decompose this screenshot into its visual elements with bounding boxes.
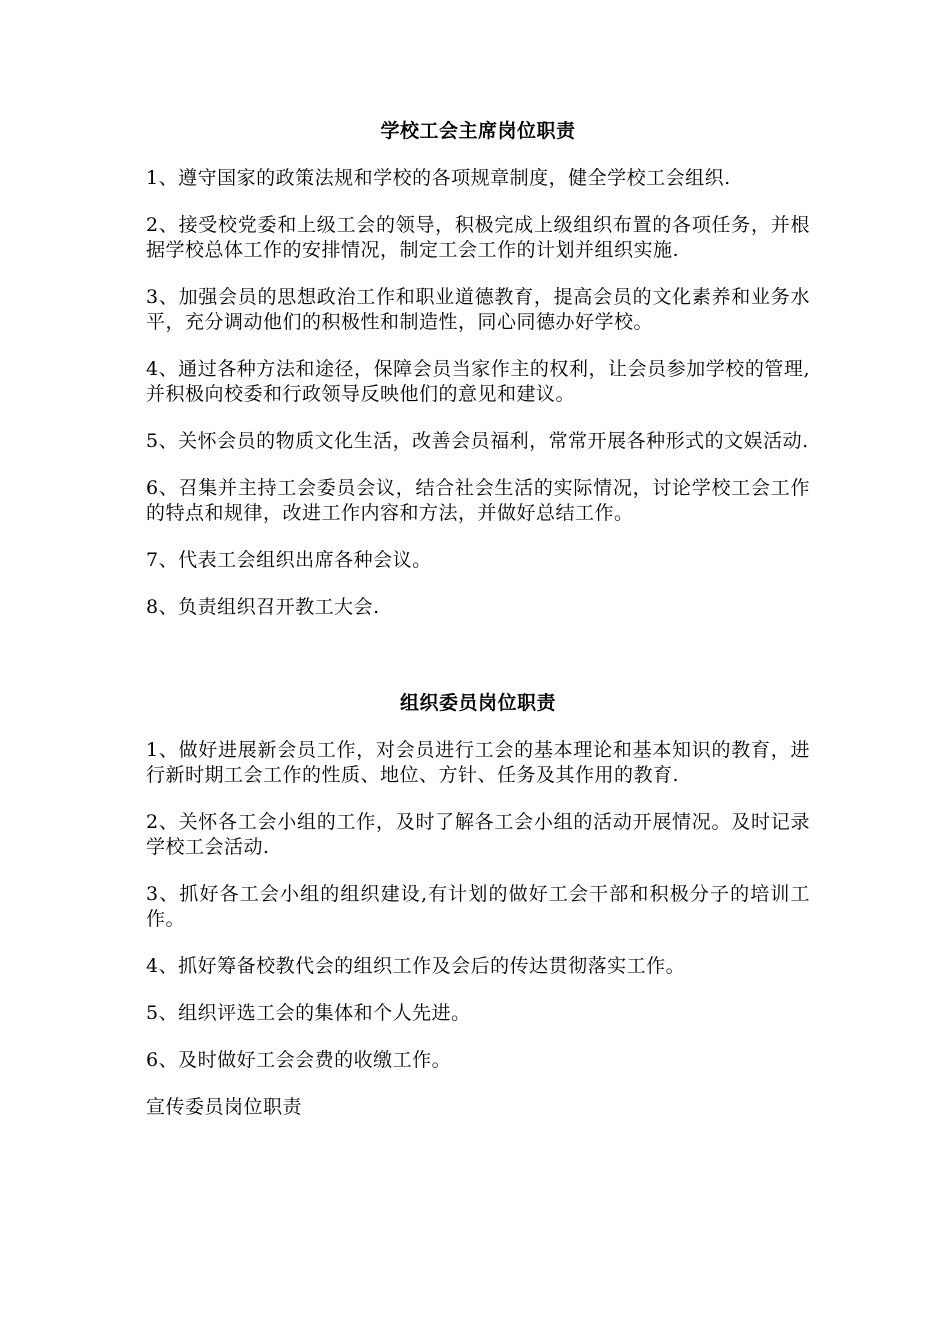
organization-item-5: 5、组织评选工会的集体和个人先进。	[146, 1002, 471, 1024]
section-spacer	[146, 642, 810, 690]
chairman-item-7: 7、代表工会组织出席各种会议。	[146, 549, 432, 571]
chairman-item-2: 2、接受校党委和上级工会的领导，积极完成上级组织布置的各项任务，并根据学校总体工作的安排情况，制定工会工作的计划并组织实施.	[146, 214, 810, 261]
chairman-item-1: 1、遵守国家的政策法规和学校的各项规章制度，健全学校工会组织.	[146, 167, 731, 189]
chairman-item-5: 5、关怀会员的物质文化生活，改善会员福利，常常开展各种形式的文娱活动.	[146, 430, 809, 452]
chairman-item-8: 8、负责组织召开教工大会.	[146, 596, 380, 618]
organization-item-3: 3、抓好各工会小组的组织建设,有计划的做好工会干部和积极分子的培训工作。	[146, 883, 810, 930]
organization-item-6: 6、及时做好工会会费的收缴工作。	[146, 1049, 452, 1071]
document-content	[146, 118, 810, 1120]
organization-item-1: 1、做好进展新会员工作，对会员进行工会的基本理论和基本知识的教育，进行新时期工会工作的性质、地位、方针、任务及其作用的教育.	[146, 739, 810, 786]
organization-item-4: 4、抓好筹备校教代会的组织工作及会后的传达贯彻落实工作。	[146, 955, 686, 977]
section-title-chairman: 学校工会主席岗位职责	[380, 120, 576, 142]
section-title-organization: 组织委员岗位职责	[399, 692, 556, 714]
chairman-item-4: 4、通过各种方法和途径，保障会员当家作主的权利，让会员参加学校的管理,并积极向校委和行政领导反映他们的意见和建议。	[146, 358, 810, 405]
chairman-item-3: 3、加强会员的思想政治工作和职业道德教育，提高会员的文化素养和业务水平，充分调动他们的积极性和制造性，同心同德办好学校。	[146, 286, 810, 333]
trailing-heading-publicity: 宣传委员岗位职责	[146, 1096, 303, 1118]
organization-item-2: 2、关怀各工会小组的工作，及时了解各工会小组的活动开展情况。及时记录学校工会活动.	[146, 811, 810, 858]
chairman-item-6: 6、召集并主持工会委员会议，结合社会生活的实际情况，讨论学校工会工作的特点和规律，改进工作内容和方法，并做好总结工作。	[146, 477, 810, 524]
